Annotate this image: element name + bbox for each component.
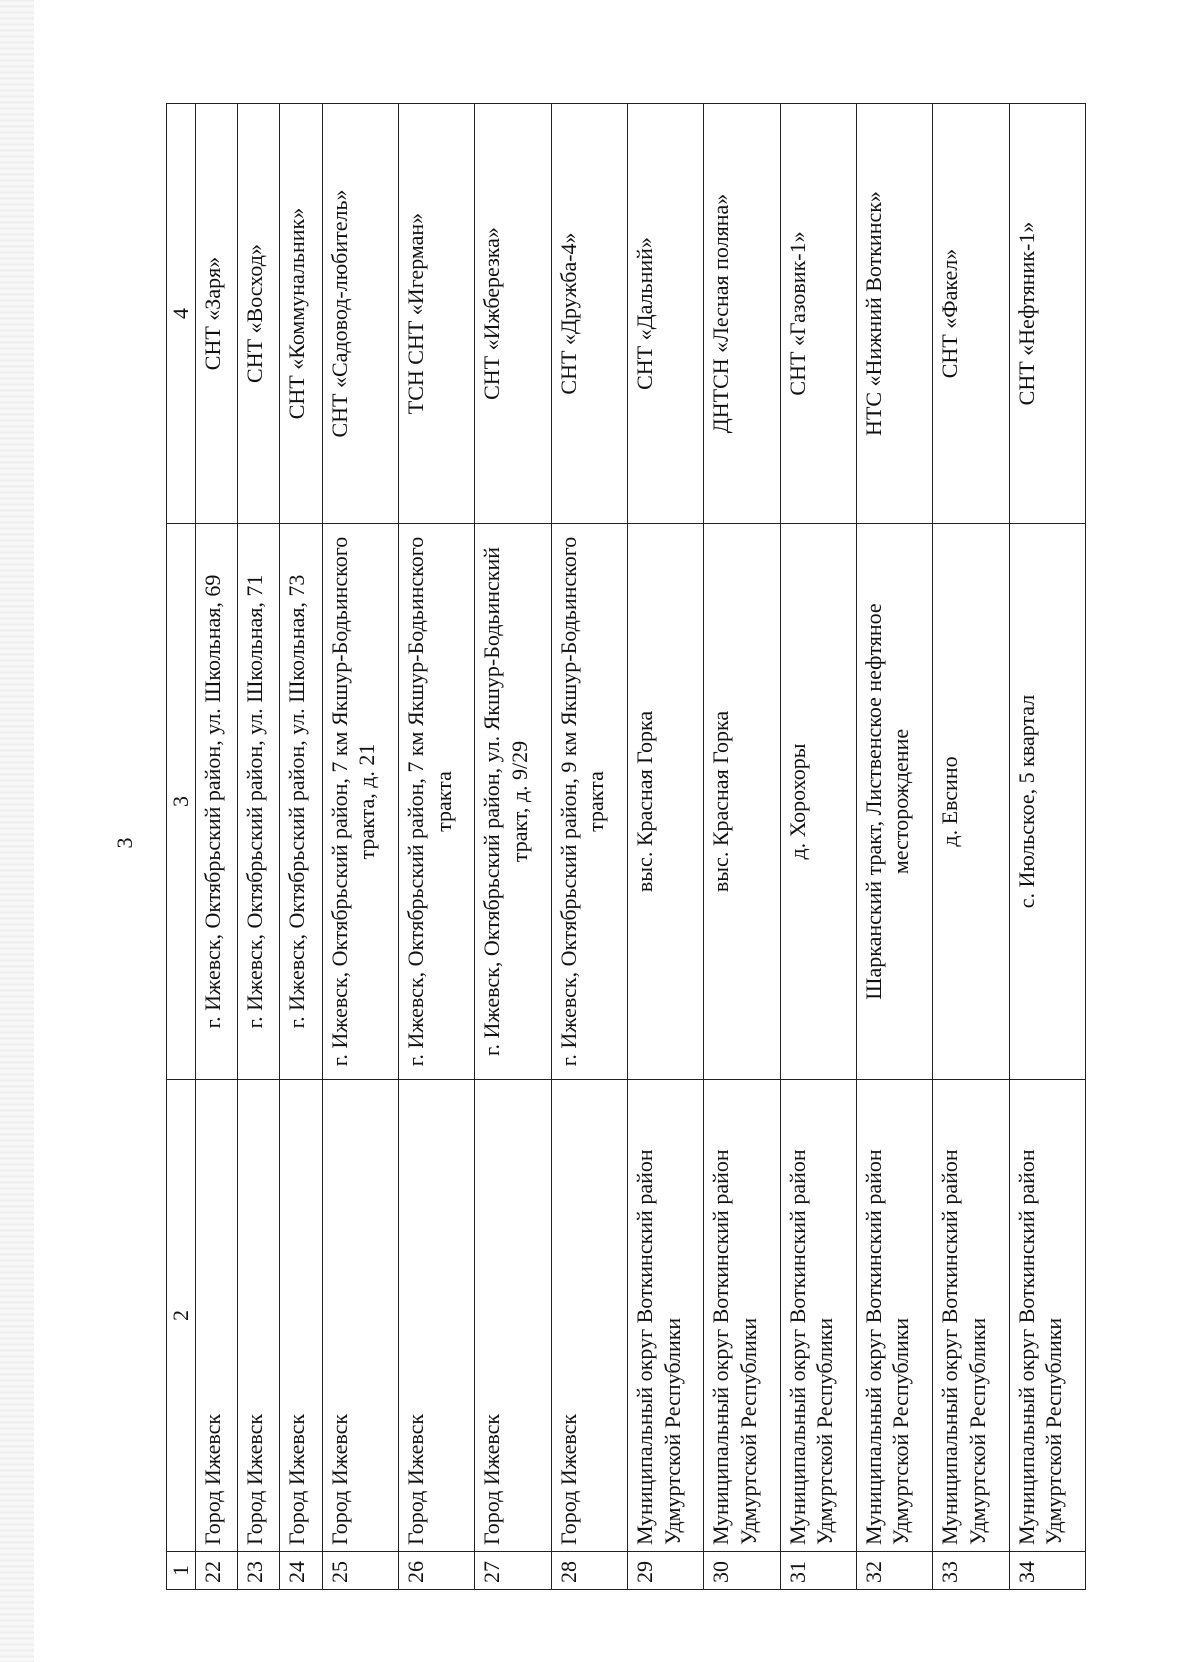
table-body xyxy=(195,104,1086,1590)
table-row xyxy=(399,104,475,1590)
table-row xyxy=(704,104,780,1590)
municipality-cell: Муниципальный округ Воткинский район Удмуртской Республики xyxy=(856,1080,932,1552)
row-number-cell: 31 xyxy=(780,1552,856,1590)
row-number-cell: 32 xyxy=(856,1552,932,1590)
organization-cell: СНТ «Заря» xyxy=(195,104,237,524)
municipality-cell: Муниципальный округ Воткинский район Удмуртской Республики xyxy=(933,1080,1009,1552)
organization-cell: ДНТСН «Лесная поляна» xyxy=(704,104,780,524)
row-number-cell: 34 xyxy=(1009,1552,1085,1590)
address-cell: с. Июльское, 5 квартал xyxy=(1009,524,1085,1080)
address-cell: д. Хорохоры xyxy=(780,524,856,1080)
row-number-cell: 25 xyxy=(322,1552,398,1590)
municipality-cell: Город Ижевск xyxy=(237,1080,279,1552)
municipality-cell: Муниципальный округ Воткинский район Удмуртской Республики xyxy=(704,1080,780,1552)
header-cell-2: 2 xyxy=(167,1080,196,1552)
table-row xyxy=(195,104,237,1590)
municipality-cell: Город Ижевск xyxy=(475,1080,551,1552)
municipality-cell: Город Ижевск xyxy=(195,1080,237,1552)
municipality-cell: Город Ижевск xyxy=(551,1080,627,1552)
row-number-cell: 30 xyxy=(704,1552,780,1590)
municipality-cell: Город Ижевск xyxy=(322,1080,398,1552)
address-cell: г. Ижевск, Октябрьский район, 7 км Якшур-Бодьинского тракта, д. 21 xyxy=(322,524,398,1080)
address-cell: г. Ижевск, Октябрьский район, ул. Школьная, 71 xyxy=(237,524,279,1080)
address-cell: Шарканский тракт, Лиственское нефтяное месторождение xyxy=(856,524,932,1080)
municipality-cell: Город Ижевск xyxy=(280,1080,322,1552)
organization-cell: СНТ «Коммунальник» xyxy=(280,104,322,524)
municipality-cell: Муниципальный округ Воткинский район Удмуртской Республики xyxy=(780,1080,856,1552)
row-number-cell: 22 xyxy=(195,1552,237,1590)
address-cell: г. Ижевск, Октябрьский район, ул. Якшур-Бодьинский тракт, д. 9/29 xyxy=(475,524,551,1080)
municipality-cell: Муниципальный округ Воткинский район Удмуртской Республики xyxy=(628,1080,704,1552)
header-cell-4: 4 xyxy=(167,104,196,524)
page-number: 3 xyxy=(112,837,137,849)
row-number-cell: 23 xyxy=(237,1552,279,1590)
table-row xyxy=(933,104,1009,1590)
table-row xyxy=(856,104,932,1590)
organization-cell: СНТ «Восход» xyxy=(237,104,279,524)
table-row xyxy=(628,104,704,1590)
organization-cell: СНТ «Нефтяник-1» xyxy=(1009,104,1085,524)
address-cell: г. Ижевск, Октябрьский район, 7 км Якшур-Бодьинского тракта xyxy=(399,524,475,1080)
municipality-cell: Город Ижевск xyxy=(399,1080,475,1552)
address-cell: д. Евсино xyxy=(933,524,1009,1080)
table-row xyxy=(322,104,398,1590)
organization-cell: СНТ «Садовод-любитель» xyxy=(322,104,398,524)
organization-cell: НТС «Нижний Воткинск» xyxy=(856,104,932,524)
row-number-cell: 33 xyxy=(933,1552,1009,1590)
row-number-cell: 26 xyxy=(399,1552,475,1590)
municipality-cell: Муниципальный округ Воткинский район Удмуртской Республики xyxy=(1009,1080,1085,1552)
organization-cell: СНТ «Ижберезка» xyxy=(475,104,551,524)
row-number-cell: 29 xyxy=(628,1552,704,1590)
table-row xyxy=(1009,104,1085,1590)
organization-cell: ТСН СНТ «Игерман» xyxy=(399,104,475,524)
scan-edge xyxy=(0,0,34,1662)
address-cell: выс. Красная Горка xyxy=(628,524,704,1080)
header-row xyxy=(167,104,196,1590)
row-number-cell: 24 xyxy=(280,1552,322,1590)
table-row xyxy=(280,104,322,1590)
row-number-cell: 27 xyxy=(475,1552,551,1590)
address-cell: г. Ижевск, Октябрьский район, ул. Школьная, 69 xyxy=(195,524,237,1080)
settlements-table xyxy=(166,103,1086,1590)
address-cell: г. Ижевск, Октябрьский район, ул. Школьная, 73 xyxy=(280,524,322,1080)
organization-cell: СНТ «Дружба-4» xyxy=(551,104,627,524)
organization-cell: СНТ «Факел» xyxy=(933,104,1009,524)
table-row xyxy=(475,104,551,1590)
address-cell: выс. Красная Горка xyxy=(704,524,780,1080)
address-cell: г. Ижевск, Октябрьский район, 9 км Якшур-Бодьинского тракта xyxy=(551,524,627,1080)
table-row xyxy=(237,104,279,1590)
table-row xyxy=(780,104,856,1590)
table-wrapper xyxy=(166,104,1086,1590)
organization-cell: СНТ «Дальний» xyxy=(628,104,704,524)
header-cell-3: 3 xyxy=(167,524,196,1080)
organization-cell: СНТ «Газовик-1» xyxy=(780,104,856,524)
header-cell-1: 1 xyxy=(167,1552,196,1590)
table-row xyxy=(551,104,627,1590)
row-number-cell: 28 xyxy=(551,1552,627,1590)
